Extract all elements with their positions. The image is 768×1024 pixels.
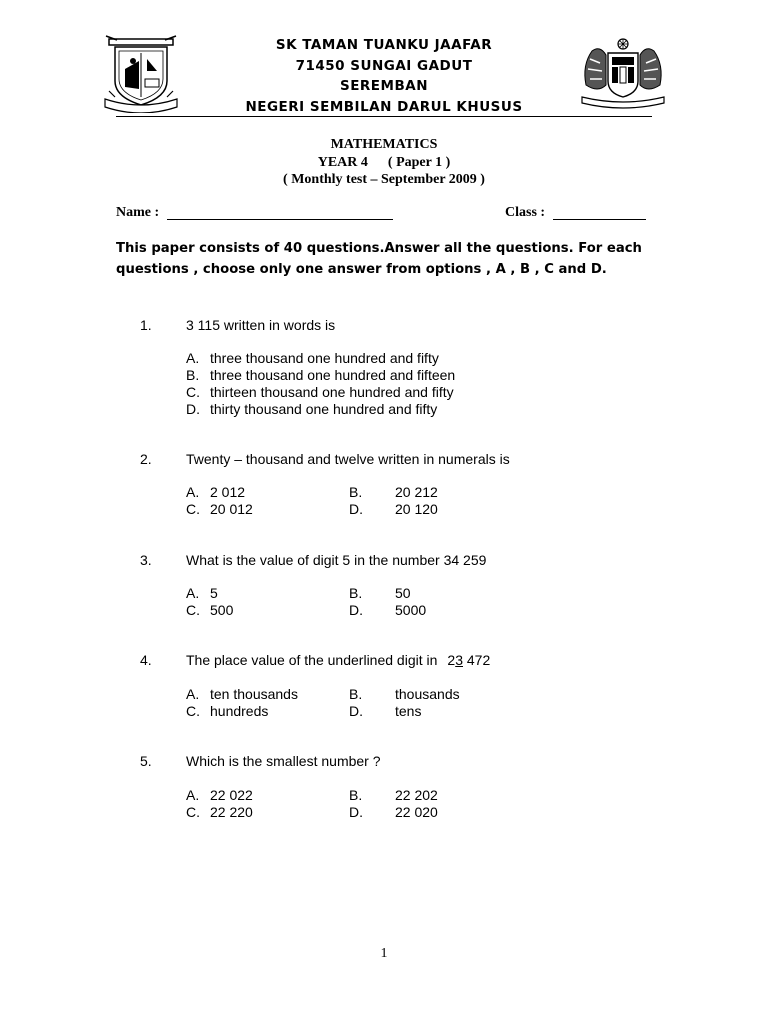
question-5-option-c[interactable] xyxy=(186,804,253,820)
option-text: 20 212 xyxy=(395,484,438,500)
option-text: 5 xyxy=(210,585,218,601)
question-1-option-d[interactable] xyxy=(186,401,437,417)
option-text: thirteen thousand one hundred and fifty xyxy=(210,384,454,400)
question-2-number: 2. xyxy=(140,451,152,467)
option-letter: B. xyxy=(349,585,363,601)
question-3-option-b[interactable] xyxy=(349,585,411,601)
option-text: 5000 xyxy=(395,602,427,618)
question-5-option-d[interactable] xyxy=(349,804,438,820)
instructions: This paper consists of 40 questions.Answer all the questions. For each questions , choose only one answer from options , A , B , C and D. xyxy=(116,241,642,277)
question-4-text-main: The place value of the underlined digit in xyxy=(186,652,438,668)
school-address-state: NEGERI SEMBILAN DARUL KHUSUS xyxy=(245,99,523,115)
question-4-option-b[interactable] xyxy=(349,686,460,702)
option-text: 50 xyxy=(395,585,411,601)
coat-of-arms-logo xyxy=(578,35,668,109)
option-text: 2 012 xyxy=(210,484,246,500)
exam-test-info: ( Monthly test – September 2009 ) xyxy=(283,172,485,187)
exam-paper: ( Paper 1 ) xyxy=(387,155,451,170)
exam-subject: MATHEMATICS xyxy=(330,137,438,152)
question-1-number: 1. xyxy=(140,317,152,333)
header-divider xyxy=(116,116,652,117)
option-text: 500 xyxy=(210,602,234,618)
name-field[interactable] xyxy=(167,219,393,220)
question-1-text: 3 115 written in words is xyxy=(186,317,336,333)
exam-year: YEAR 4 xyxy=(317,155,368,170)
question-2-option-d[interactable] xyxy=(349,501,438,517)
option-letter: A. xyxy=(186,787,200,803)
option-letter: C. xyxy=(186,703,200,719)
underlined-digit: 3 xyxy=(455,652,463,668)
question-5-text: Which is the smallest number ? xyxy=(186,753,381,769)
question-2-option-c[interactable] xyxy=(186,501,253,517)
school-address-town: SEREMBAN xyxy=(339,78,429,94)
option-letter: D. xyxy=(349,501,363,517)
option-text: thousands xyxy=(395,686,460,702)
question-1-option-a[interactable] xyxy=(186,350,439,366)
option-letter: C. xyxy=(186,804,200,820)
option-letter: A. xyxy=(186,484,200,500)
option-text: three thousand one hundred and fifteen xyxy=(210,367,456,383)
option-letter: B. xyxy=(186,367,200,383)
option-text: three thousand one hundred and fifty xyxy=(210,350,439,366)
question-2-option-a[interactable] xyxy=(186,484,245,500)
option-text: 22 202 xyxy=(395,787,438,803)
option-letter: C. xyxy=(186,501,200,517)
option-letter: D. xyxy=(349,703,363,719)
option-letter: C. xyxy=(186,384,200,400)
question-4-text xyxy=(186,652,490,668)
option-letter: C. xyxy=(186,602,200,618)
option-text: thirty thousand one hundred and fifty xyxy=(210,401,438,417)
page-number: 1 xyxy=(380,946,388,961)
option-letter: D. xyxy=(186,401,200,417)
option-letter: A. xyxy=(186,686,200,702)
school-address-postcode: 71450 SUNGAI GADUT xyxy=(295,58,473,74)
option-text: 20 120 xyxy=(395,501,438,517)
exam-year-paper xyxy=(200,155,568,171)
question-3-number: 3. xyxy=(140,552,152,568)
option-text: tens xyxy=(395,703,422,719)
option-letter: B. xyxy=(349,787,363,803)
option-letter: B. xyxy=(349,686,363,702)
school-name: SK TAMAN TUANKU JAAFAR xyxy=(275,37,493,53)
question-3-option-a[interactable] xyxy=(186,585,218,601)
option-text: hundreds xyxy=(210,703,269,719)
question-2-text: Twenty – thousand and twelve written in numerals is xyxy=(186,451,510,467)
question-4-option-a[interactable] xyxy=(186,686,298,702)
question-5-option-a[interactable] xyxy=(186,787,253,803)
question-4-number-prefix: 2 xyxy=(447,652,456,668)
question-5-option-b[interactable] xyxy=(349,787,438,803)
option-letter: D. xyxy=(349,804,363,820)
question-4-number-suffix: 472 xyxy=(463,652,491,668)
school-crest-logo xyxy=(103,31,179,113)
question-3-text: What is the value of digit 5 in the number 34 259 xyxy=(186,552,487,568)
question-4-number: 4. xyxy=(140,652,152,668)
option-text: 20 012 xyxy=(210,501,253,517)
option-letter: D. xyxy=(349,602,363,618)
question-4-option-d[interactable] xyxy=(349,703,421,719)
option-text: 22 220 xyxy=(210,804,253,820)
option-letter: A. xyxy=(186,585,200,601)
name-label: Name : xyxy=(116,205,160,220)
question-5-number: 5. xyxy=(140,753,152,769)
option-text: 22 020 xyxy=(395,804,438,820)
option-letter: A. xyxy=(186,350,200,366)
option-text: 22 022 xyxy=(210,787,253,803)
question-3-option-d[interactable] xyxy=(349,602,426,618)
question-4-option-c[interactable] xyxy=(186,703,268,719)
question-1-option-b[interactable] xyxy=(186,367,455,383)
option-letter: B. xyxy=(349,484,363,500)
question-2-option-b[interactable] xyxy=(349,484,438,500)
question-3-option-c[interactable] xyxy=(186,602,233,618)
question-1-option-c[interactable] xyxy=(186,384,454,400)
class-label: Class : xyxy=(505,205,546,220)
class-field[interactable] xyxy=(553,219,646,220)
option-text: ten thousands xyxy=(210,686,298,702)
